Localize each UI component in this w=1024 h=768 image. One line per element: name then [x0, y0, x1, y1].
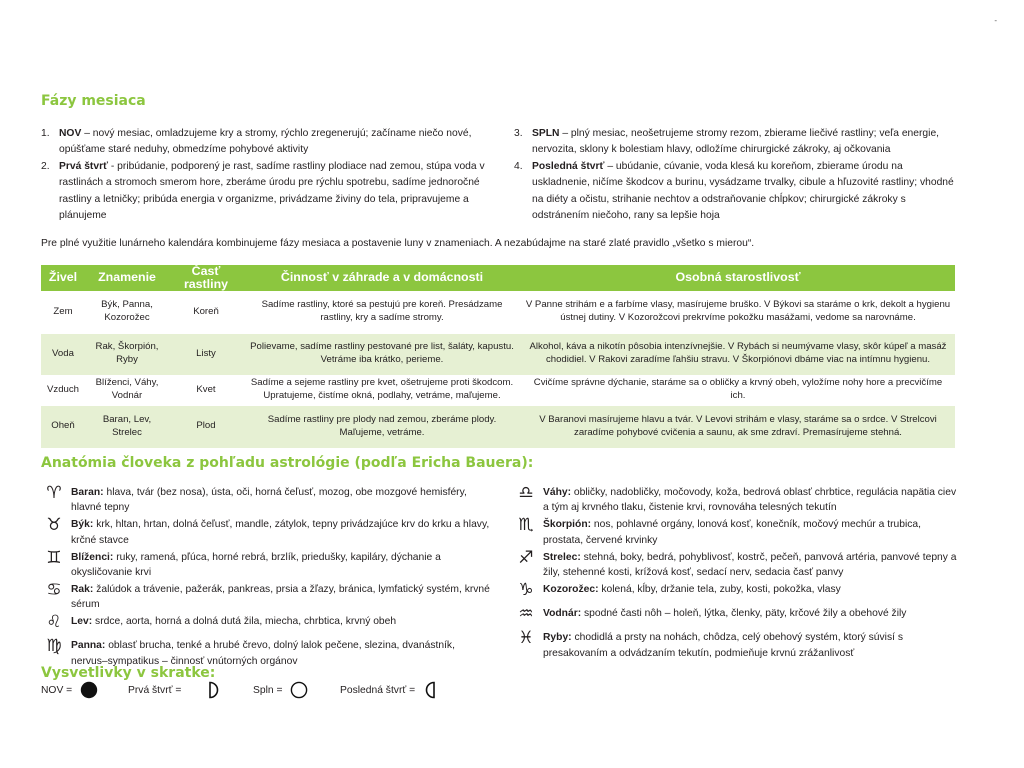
sign-name: Kozorožec: — [543, 583, 599, 595]
cell-care: V Baranovi masírujeme hlavu a tvár. V Levovi strihám e vlasy, staráme sa o srdce. V Strelcovi zaradíme pohybové cvičenia a saunu, ak sme zdraví. Premasírujeme stehná. — [521, 406, 955, 448]
header-sign: Znamenie — [85, 265, 169, 291]
full-moon-icon — [290, 681, 308, 699]
zodiac-item-libra — [513, 485, 959, 515]
phase-item-last-quarter — [514, 159, 957, 225]
table-row — [41, 375, 955, 406]
new-moon-icon — [80, 681, 98, 699]
sign-name: Panna: — [71, 640, 106, 652]
cell-part: Plod — [169, 406, 243, 448]
header-garden-activity: Činnosť v záhrade a v domácnosti — [243, 265, 521, 291]
sign-name: Ryby: — [543, 632, 572, 644]
sign-organs: oblasť brucha, tenké a hrubé črevo, dolný lalok pečene, slezina, dvanástník, nervus–sympatikus – činnosť vnútorných orgánov — [71, 640, 455, 667]
sagittarius-icon: ♐ — [518, 547, 534, 568]
zodiac-item-pisces — [513, 630, 959, 660]
sign-name: Vodnár: — [543, 608, 582, 620]
cell-element: Voda — [41, 334, 85, 375]
phase-item-full-moon — [514, 126, 957, 159]
anatomy-title: Anatómia človeka z pohľadu astrológie (podľa Ericha Bauera): — [41, 455, 534, 471]
cell-signs: Blíženci, Váhy, Vodnár — [95, 377, 159, 402]
table-header-row — [41, 265, 955, 291]
legend-full-moon — [253, 681, 308, 699]
phase-name: Posledná štvrť — [532, 160, 605, 172]
phases-left-column — [41, 126, 486, 224]
cell-care: Alkohol, káva a nikotín pôsobia intenzívnejšie. V Rybách si neumývame vlasy, skôr kúpeľ a masáž chodidiel. V Rakovi zaradíme ľahšiu stravu. V Škorpiónovi dbáme viac na intímnu hygienu. — [521, 334, 955, 375]
phase-number: 2. — [41, 160, 50, 172]
sign-name: Lev: — [71, 616, 93, 628]
zodiac-item-capricorn — [513, 579, 959, 600]
cell-signs: Baran, Lev, Strelec — [85, 406, 169, 448]
cell-garden: Sadíme a sejeme rastliny pre kvet, ošetrujeme proti škodcom. Upratujeme, čistíme okná, podlahy, vetráme, maľujeme. — [250, 377, 514, 402]
cell-part: Listy — [169, 334, 243, 375]
cancer-icon: ♋ — [46, 579, 62, 600]
sign-name: Škorpión: — [543, 519, 592, 531]
phase-text: – ubúdanie, cúvanie, voda klesá ku koreňom, zbierame úrodu na uskladnenie, ničíme škodcov a burinu, vysádzame trvalky, cibule a hľuzovité rastliny; vhodné na diéty a očistu, strihanie nechtov a odstraňovanie chĺpkov; chirurgické zákroky s odstránením niečoho, rany sa lepšie hoja — [532, 160, 954, 222]
capricorn-icon: ♑ — [518, 579, 534, 600]
sign-name: Váhy: — [543, 487, 572, 498]
sign-organs: obličky, nadobličky, močovody, koža, bedrová oblasť chrbtice, regulácia napätia ciev a tým aj krvného tlaku, čistenie krvi, rovnováha telesných tekutín — [543, 487, 957, 514]
zodiac-item-cancer — [41, 579, 490, 612]
cell-care: Cvičíme správne dýchanie, staráme sa o obličky a krvný obeh, vyložíme nohy hore a precvičíme ich. — [533, 377, 943, 402]
sign-organs: kolená, kĺby, držanie tela, zuby, kosti, pokožka, vlasy — [598, 583, 841, 595]
zodiac-item-aries — [41, 485, 490, 515]
legend-title: Vysvetlivky v skratke: — [41, 665, 216, 681]
header-element: Živel — [41, 265, 85, 291]
zodiac-item-taurus — [41, 517, 490, 547]
sign-organs: hlava, tvár (bez nosa), ústa, oči, horná čeľusť, mozog, obe mozgové hemisféry, hlavné tepny — [71, 487, 467, 514]
cell-garden: Sadíme rastliny, ktoré sa pestujú pre koreň. Presádzame rastliny, kry a sadíme stromy. — [261, 299, 503, 324]
sign-organs: nos, pohlavné orgány, lonová kosť, konečník, močový mechúr a trubica, prostata, červené krvinky — [543, 519, 921, 546]
sign-name: Strelec: — [543, 551, 581, 563]
sign-organs: stehná, boky, bedrá, pohyblivosť, kostrč, pečeň, panvová artéria, panvové tepny a žily, stehenné kosti, krížová kosť, sedací nerv, sedacia časť panvy — [543, 551, 957, 578]
corner-mark: - — [994, 16, 997, 25]
legend-label: Spln = — [253, 684, 283, 696]
sign-name: Baran: — [71, 487, 104, 498]
sign-organs: ruky, ramená, pľúca, horné rebrá, brzlík, priedušky, kapiláry, dýchanie a okysličovanie krvi — [71, 551, 441, 578]
legend-label: Prvá štvrť = — [128, 684, 182, 696]
cell-element: Zem — [53, 305, 73, 317]
phase-item-first-quarter — [41, 159, 486, 225]
lunar-table — [41, 265, 955, 448]
sign-name: Rak: — [71, 583, 94, 595]
phase-name: Prvá štvrť — [59, 160, 109, 172]
sign-organs: chodidlá a prsty na nohách, chôdza, celý obehový systém, ktorý súvisí s presakovaním a odvádzaním tekutín, podmieňuje krvnú zrážanlivosť — [543, 632, 903, 659]
sign-organs: krk, hltan, hrtan, dolná čeľusť, mandle, zátylok, tepny privádzajúce krv do krku a hlavy, krčné stavce — [71, 519, 490, 546]
cell-signs: Rak, Škorpión, Ryby — [85, 334, 169, 375]
phase-name: NOV — [59, 128, 82, 139]
cell-element: Oheň — [41, 406, 85, 448]
phase-number: 3. — [514, 128, 523, 139]
anatomy-right-column — [513, 485, 959, 663]
intro-text: Pre plné využitie lunárneho kalendára kombinujeme fázy mesiaca a postavenie luny v znameniach. A nezabúdajme na staré zlaté pravidlo „všetko s mierou“. — [41, 238, 755, 249]
cell-care: V Panne strihám e a farbíme vlasy, masírujeme bruško. V Býkovi sa staráme o krk, dekolt a hygienu ústnej dutiny. V Kozorožcovi prekrvíme pokožku masážami, vedome sa narovnáme. — [525, 299, 951, 324]
sign-organs: spodné časti nôh – holeň, lýtka, členky, päty, krčové žily a obehové žily — [581, 608, 907, 620]
cell-signs: Býk, Panna, Kozorožec — [101, 299, 153, 324]
aries-icon: ♈ — [46, 483, 62, 503]
phases-title: Fázy mesiaca — [41, 93, 146, 109]
legend-last-quarter — [340, 681, 437, 699]
last-quarter-icon — [423, 681, 437, 699]
cell-part: Koreň — [193, 305, 219, 317]
gemini-icon: ♊ — [46, 547, 62, 568]
table-row — [41, 291, 955, 334]
sign-organs: žalúdok a trávenie, pažerák, pankreas, prsia a žľazy, bránica, lymfatický systém, krvné sérum — [71, 583, 490, 611]
table-row — [41, 334, 955, 375]
zodiac-item-leo — [41, 612, 490, 633]
phase-text: – plný mesiac, neošetrujeme stromy rezom, zbierame liečivé rastliny; veľa energie, nervozita, sklony k bolestiam hlavy, odložíme chirurgické zákroky, aj očkovania — [532, 128, 940, 156]
anatomy-left-column — [41, 485, 490, 671]
header-personal-care: Osobná starostlivosť — [521, 265, 955, 291]
phase-item-new-moon — [41, 126, 486, 159]
libra-icon: ♎ — [518, 483, 534, 503]
header-plant-part: Časť rastliny — [169, 265, 243, 291]
cell-part: Kvet — [196, 383, 216, 395]
sign-organs: srdce, aorta, horná a dolná dutá žila, miecha, chrbtica, krvný obeh — [92, 616, 397, 628]
cell-element: Vzduch — [47, 383, 79, 395]
legend-label: NOV = — [41, 684, 73, 696]
aquarius-icon: ♒ — [518, 604, 534, 625]
phase-text: – nový mesiac, omladzujeme kry a stromy, rýchlo zregenerujú; začíname niečo nové, opúšťame staré neduhy, obmedzíme pohybové aktivity — [59, 128, 472, 156]
legend-first-quarter — [128, 681, 221, 699]
sign-name: Býk: — [71, 519, 94, 531]
legend-label: Posledná štvrť = — [340, 684, 416, 696]
scorpio-icon: ♏ — [518, 515, 534, 536]
cell-garden: Polievame, sadíme rastliny pestované pre list, šaláty, kapustu. Vetráme iba krátko, perieme. — [243, 334, 521, 375]
zodiac-item-aquarius — [513, 604, 959, 625]
zodiac-item-gemini — [41, 547, 490, 580]
cell-garden: Sadíme rastliny pre plody nad zemou, zberáme plody. Maľujeme, vetráme. — [243, 406, 521, 448]
table-row — [41, 406, 955, 448]
first-quarter-icon — [207, 681, 221, 699]
legend-new-moon — [41, 681, 98, 699]
phase-number: 1. — [41, 128, 50, 139]
phase-number: 4. — [514, 160, 523, 172]
zodiac-item-sagittarius — [513, 547, 959, 580]
zodiac-item-scorpio — [513, 517, 959, 547]
phase-text: - pribúdanie, podporený je rast, sadíme rastliny plodiace nad zemou, stúpa voda v rastlinách a stromoch smerom hore, zberáme úrodu pre rýchlu spotrebu, sadíme jednoročné rastliny a letničky; pribúda energia v organizme, privádzame živiny do tela, pripravujeme a plánujeme — [59, 160, 485, 222]
pisces-icon: ♓ — [518, 628, 534, 649]
phases-right-column — [514, 126, 957, 224]
sign-name: Blíženci: — [71, 551, 114, 563]
taurus-icon: ♉ — [46, 515, 62, 536]
leo-icon: ♌ — [46, 612, 62, 633]
phase-name: SPLN — [532, 128, 560, 139]
virgo-icon: ♍ — [46, 636, 62, 657]
